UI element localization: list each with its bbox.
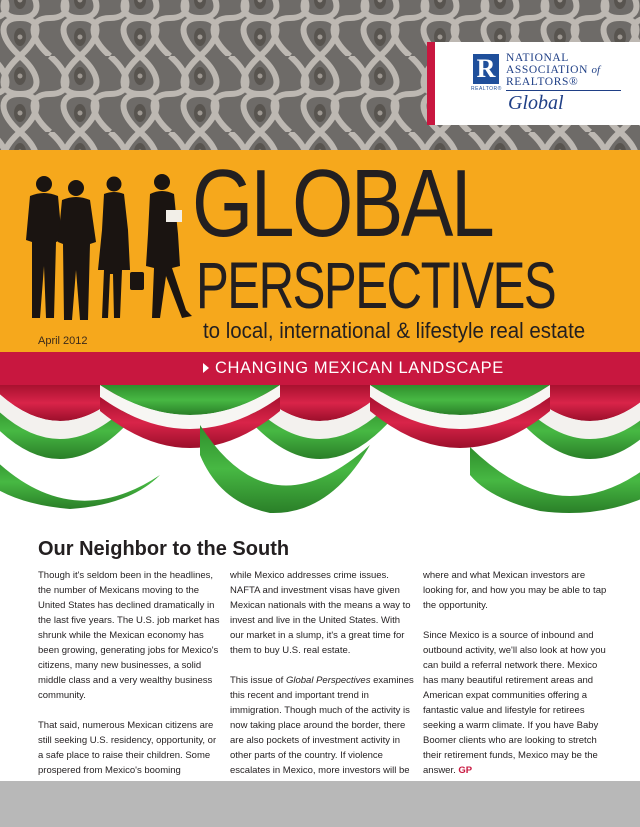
- article-text: This issue of: [230, 674, 286, 686]
- publication-title: Global Perspectives: [285, 674, 371, 686]
- nar-name-line2: [506, 64, 600, 76]
- nar-global-word: Global: [508, 92, 564, 114]
- masthead: [0, 150, 640, 352]
- nar-name-line1: NATIONAL: [506, 52, 569, 64]
- footer-band: [0, 781, 640, 827]
- title-global: GLOBAL: [192, 150, 493, 257]
- article-paragraph: That said, numerous Mexican citizens are still seeking U.S. residency, opportunity, or a safe place to raise their children. Some prospered from Mexico's booming: [38, 719, 217, 776]
- article-paragraph: [230, 673, 415, 793]
- section-banner-text: CHANGING MEXICAN LANDSCAPE: [215, 359, 504, 377]
- end-mark: GP: [458, 764, 473, 776]
- mexican-flag-bunting-icon: [0, 385, 640, 530]
- article-column-1: [38, 568, 223, 793]
- play-arrow-icon: [203, 363, 209, 373]
- article-column-3: [423, 568, 608, 778]
- business-people-silhouette-icon: [18, 170, 198, 320]
- section-banner: [0, 352, 640, 385]
- nar-global-logo: [427, 42, 640, 125]
- realtor-r-icon: R: [473, 54, 499, 84]
- article-text: Since Mexico is a source of inbound and outbound activity, we'll also look at how you can build a referral network there. Mexico has many beautiful retirement areas and American expat communities offering a fantastic value and lifestyle for retirees seeking a warm climate. If you have Baby Boomer clients who are looking to stretch their retirement funds, Mexico may be the answer.: [423, 629, 606, 776]
- nar-name-line3: REALTORS®: [506, 76, 579, 88]
- masthead-tagline: to local, international & lifestyle real estate: [203, 318, 586, 343]
- article-text: examines this recent and important trend in immigration. Though much of the activity is now taking place around the border, there are also pockets of investment activity in other parts of the country. If violence escalates in Mexico, more investors will be: [230, 674, 414, 776]
- article-paragraph: [423, 628, 608, 778]
- title-perspectives: PERSPECTIVES: [196, 248, 556, 322]
- nar-name-association: ASSOCIATION: [506, 64, 592, 76]
- article-paragraph: where and what Mexican investors are looking for, and how you may be able to tap the opportunity.: [423, 570, 607, 611]
- nar-name-of: of: [591, 64, 601, 76]
- nar-divider: [506, 90, 621, 91]
- realtor-tag: REALTOR®: [471, 86, 502, 92]
- article-column-2: [230, 568, 415, 793]
- article-paragraph: Though it's seldom been in the headlines, the number of Mexicans moving to the United States has declined dramatically in the last five years. The U.S. job market has shrunk while the Mexican economy has been growing, generating jobs for Mexico's citizens, many new businesses, a solid middle class and a very wealthy business community.: [38, 570, 220, 701]
- issue-date: April 2012: [38, 335, 88, 347]
- article-paragraph: while Mexico addresses crime issues. NAFTA and investment visas have given Mexican nationals with the means a way to invest and live in the United States. With our market in a slump, it's a great time for them to buy U.S. real estate.: [230, 570, 411, 656]
- article-headline: Our Neighbor to the South: [38, 538, 290, 560]
